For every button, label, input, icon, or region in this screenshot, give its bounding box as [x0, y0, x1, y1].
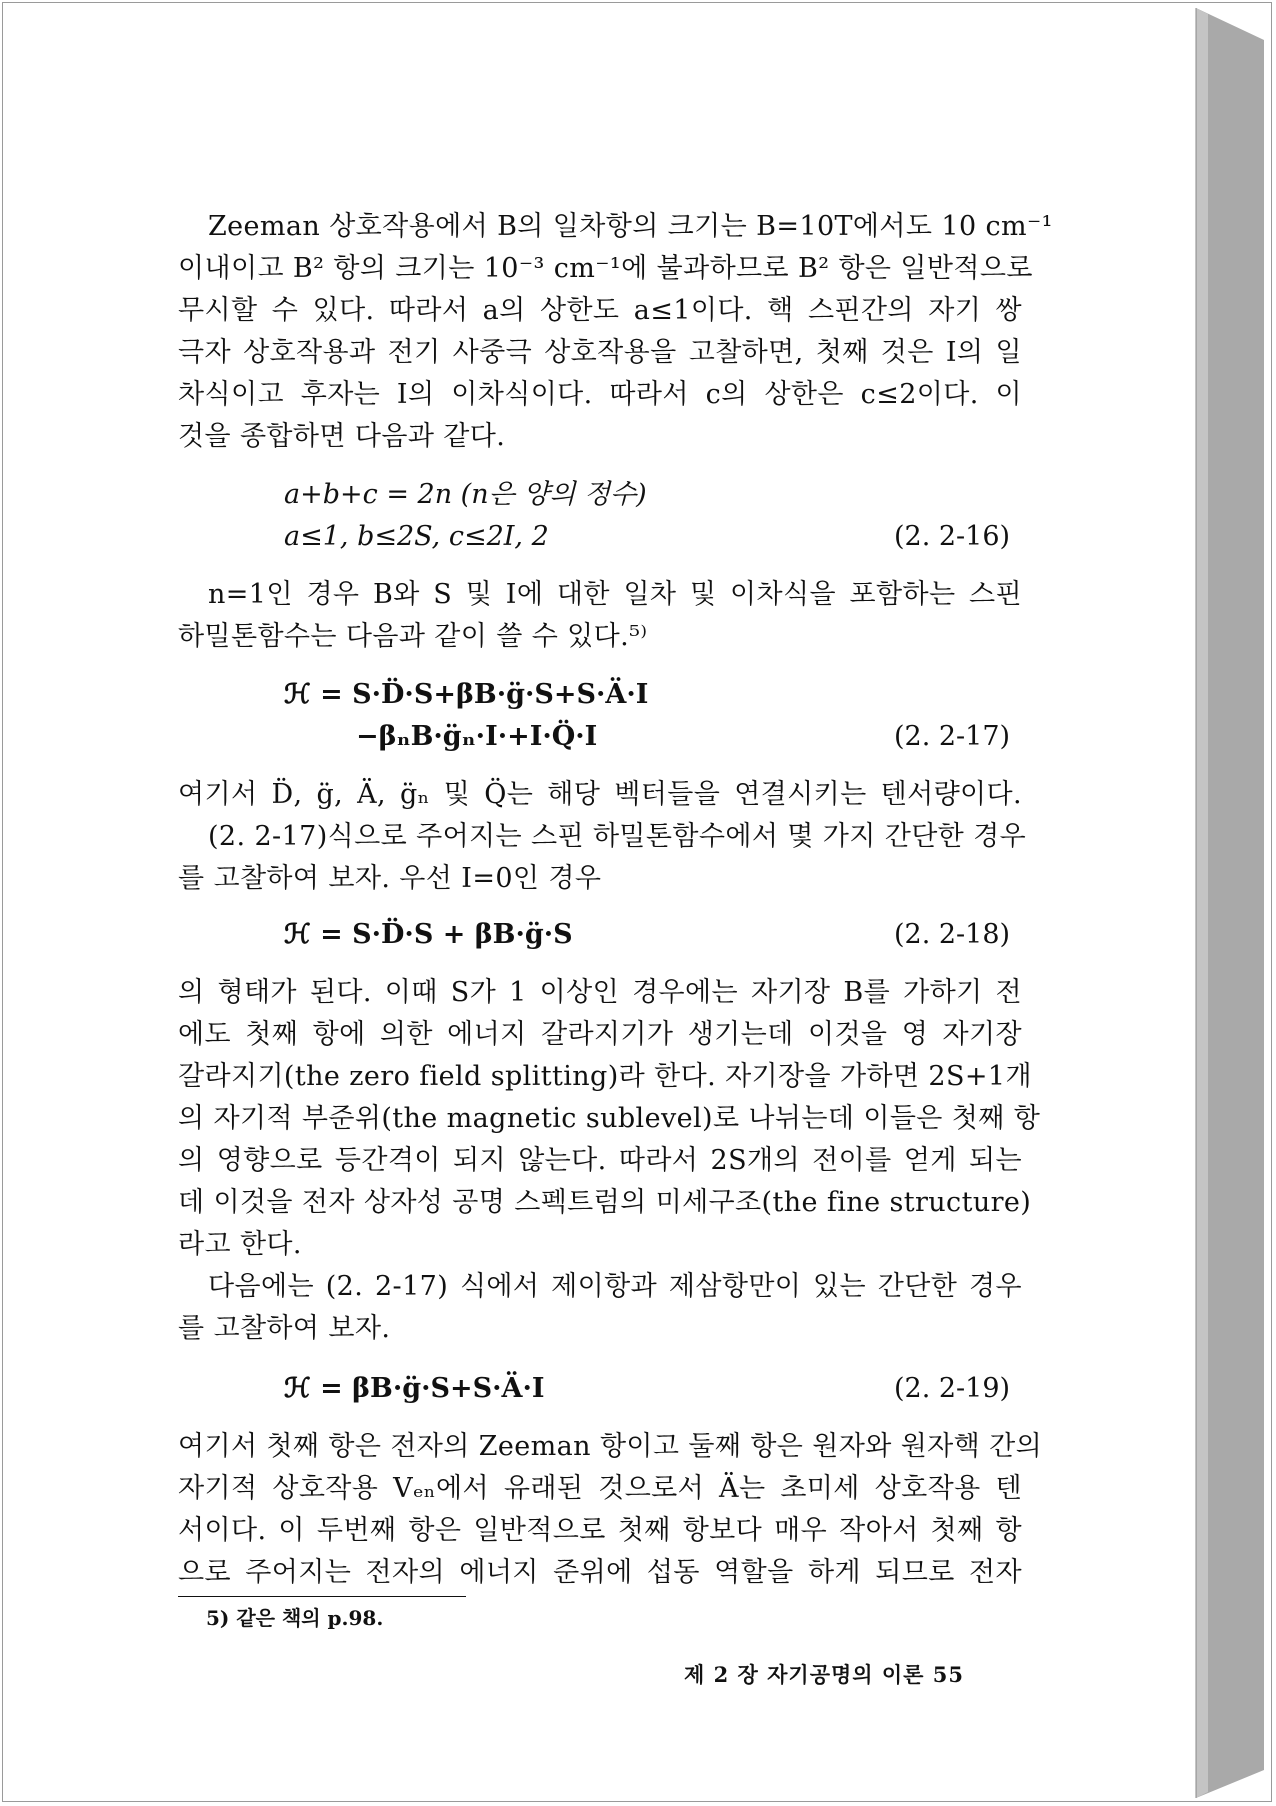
text-line: 의 영향으로 등간격이 되지 않는다. 따라서 2S개의 전이를 얻게 되는	[178, 1145, 1022, 1176]
text-line: 극자 상호작용과 전기 사중극 상호작용을 고찰하면, 첫째 것은 I의 일	[178, 337, 1022, 368]
text-line: 의 형태가 된다. 이때 S가 1 이상인 경우에는 자기장 B를 가하기 전	[178, 977, 1022, 1008]
footnote-rule	[178, 1596, 466, 1597]
text-line: 차식이고 후자는 I의 이차식이다. 따라서 c의 상한은 c≤2이다. 이	[178, 379, 1022, 410]
equation-number: (2. 2-16)	[894, 521, 1011, 552]
footnote: 5) 같은 책의 p.98.	[206, 1606, 384, 1630]
text-line: 자기적 상호작용 Vₑₙ에서 유래된 것으로서 Ä는 초미세 상호작용 텐	[178, 1473, 1022, 1504]
text-line: n=1인 경우 B와 S 및 I에 대한 일차 및 이차식을 포함하는 스핀	[208, 579, 1022, 610]
text-line: 데 이것을 전자 상자성 공명 스펙트럼의 미세구조(the fine structure)	[178, 1187, 1032, 1218]
text-line: 무시할 수 있다. 따라서 a의 상한도 a≤1이다. 핵 스핀간의 자기 쌍	[178, 295, 1022, 326]
text-line: 갈라지기(the zero field splitting)라 한다. 자기장을 가하면 2S+1개	[178, 1061, 1032, 1092]
book-page	[6, 6, 1194, 1798]
equation-line: ℋ = βB·g̈·S+S·Ä·I	[284, 1373, 545, 1404]
text-line: 여기서 첫째 항은 전자의 Zeeman 항이고 둘째 항은 원자와 원자핵 간의	[178, 1431, 1043, 1462]
equation-number: (2. 2-19)	[894, 1373, 1011, 1404]
equation-number: (2. 2-18)	[894, 919, 1011, 950]
text-line: 서이다. 이 두번째 항은 일반적으로 첫째 항보다 매우 작아서 첫째 항	[178, 1515, 1022, 1546]
text-line: 하밀톤함수는 다음과 같이 쓸 수 있다.⁵⁾	[178, 621, 648, 652]
text-line: 것을 종합하면 다음과 같다.	[178, 421, 506, 452]
equation-number: (2. 2-17)	[894, 721, 1011, 752]
text-line: 를 고찰하여 보자. 우선 I=0인 경우	[178, 863, 602, 894]
text-line: 여기서 D̈, g̈, Ä, g̈ₙ 및 Q̈는 해당 벡터들을 연결시키는 텐서량이다.	[178, 779, 1022, 810]
text-line: (2. 2-17)식으로 주어지는 스핀 하밀톤함수에서 몇 가지 간단한 경우	[208, 821, 1027, 852]
text-line: 의 자기적 부준위(the magnetic sublevel)로 나뉘는데 이들은 첫째 항	[178, 1103, 1041, 1134]
text-line: 으로 주어지는 전자의 에너지 준위에 섭동 역할을 하게 되므로 전자	[178, 1557, 1022, 1588]
text-line: 이내이고 B² 항의 크기는 10⁻³ cm⁻¹에 불과하므로 B² 항은 일반적으로	[178, 253, 1033, 284]
text-line: 를 고찰하여 보자.	[178, 1313, 391, 1344]
equation-line: ℋ = S·D̈·S+βB·g̈·S+S·Ä·I	[284, 679, 649, 710]
equation-line: a≤1, b≤2S, c≤2I, 2	[284, 521, 549, 552]
text-line: 다음에는 (2. 2-17) 식에서 제이항과 제삼항만이 있는 간단한 경우	[208, 1271, 1022, 1302]
equation-line: a+b+c = 2n (n은 양의 정수)	[284, 479, 647, 510]
text-line: 에도 첫째 항에 의한 에너지 갈라지기가 생기는데 이것을 영 자기장	[178, 1019, 1022, 1050]
equation-line: −βₙB·g̈ₙ·I·+I·Q̈·I	[356, 721, 598, 752]
text-line: 라고 한다.	[178, 1229, 302, 1260]
equation-line: ℋ = S·D̈·S + βB·g̈·S	[284, 919, 573, 950]
page-footer: 제 2 장 자기공명의 이론 55	[684, 1662, 964, 1687]
text-line: Zeeman 상호작용에서 B의 일차항의 크기는 B=10T에서도 10 cm⁻¹	[208, 211, 1053, 242]
